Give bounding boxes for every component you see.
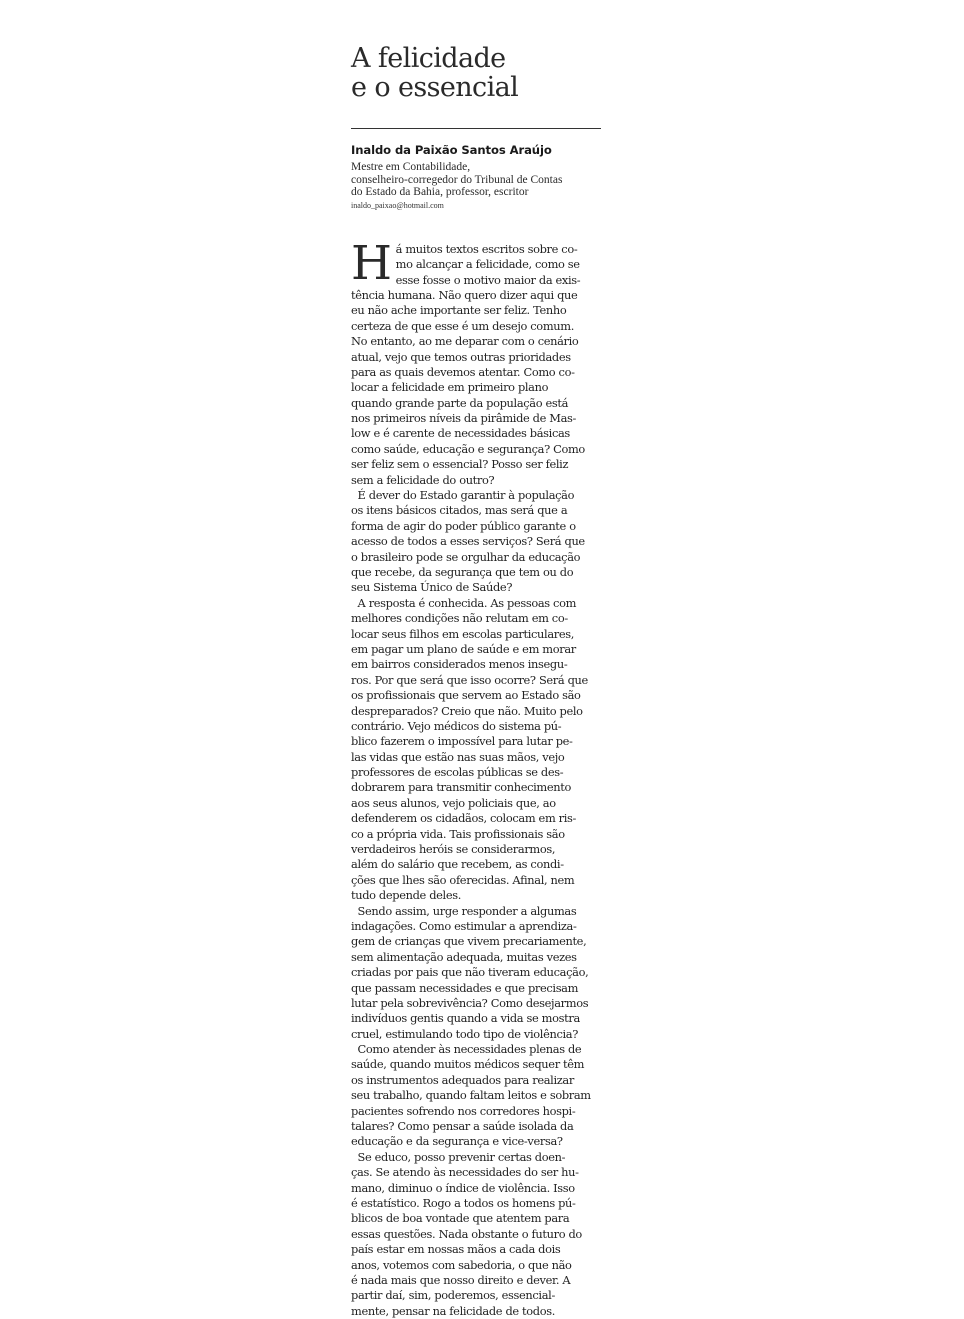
body-line: atual, vejo que temos outras prioridades bbox=[351, 349, 571, 364]
body-line: acesso de todos a esses serviços? Será que bbox=[351, 534, 585, 549]
body-line: Se educo, posso prevenir certas doen- bbox=[351, 1149, 566, 1164]
body-line: despreparados? Creio que não. Muito pelo bbox=[351, 703, 583, 718]
body-line: gem de crianças que vivem precariamente, bbox=[351, 934, 587, 949]
body-line: lutar pela sobrevivência? Como desejarmos bbox=[351, 995, 589, 1010]
body-line: á muitos textos escritos sobre co- bbox=[395, 241, 578, 256]
body-line: mo alcançar a felicidade, como se bbox=[395, 257, 580, 272]
body-line: aos seus alunos, vejo policiais que, ao bbox=[351, 795, 556, 810]
body-line: os itens básicos citados, mas será que a bbox=[351, 503, 568, 518]
body-line: É dever do Estado garantir à população bbox=[351, 488, 575, 503]
body-line: em pagar um plano de saúde e em morar bbox=[351, 641, 576, 656]
body-line: os profissionais que servem ao Estado são bbox=[351, 688, 581, 703]
body-line: seu Sistema Único de Saúde? bbox=[351, 580, 513, 595]
body-line: criadas por pais que não tiveram educação, bbox=[351, 965, 589, 980]
bio-line: do Estado da Bahia, professor, escritor bbox=[351, 186, 529, 199]
article-title bbox=[351, 44, 603, 102]
body-line: saúde, quando muitos médicos sequer têm bbox=[351, 1057, 585, 1072]
article bbox=[351, 44, 603, 1319]
body-line: blico fazerem o impossível para lutar pe- bbox=[351, 734, 573, 749]
body-line: talares? Como pensar a saúde isolada da bbox=[351, 1119, 574, 1134]
body-line: tência humana. Não quero dizer aqui que bbox=[351, 287, 578, 302]
body-line: para as quais devemos atentar. Como co- bbox=[351, 364, 575, 379]
body-line: além do salário que recebem, as condi- bbox=[351, 857, 564, 872]
body-line: ser feliz sem o essencial? Posso ser feliz bbox=[351, 457, 569, 472]
body-line: anos, votemos com sabedoria, o que não bbox=[351, 1257, 572, 1272]
body-line: partir daí, sim, poderemos, essencial- bbox=[351, 1288, 555, 1303]
body-line: A resposta é conhecida. As pessoas com bbox=[351, 595, 577, 610]
body-line: eu não ache importante ser feliz. Tenho bbox=[351, 303, 567, 318]
body-line: nos primeiros níveis da pirâmide de Mas- bbox=[351, 411, 577, 426]
body-line: é nada mais que nosso direito e dever. A bbox=[351, 1272, 571, 1287]
body-line: cruel, estimulando todo tipo de violência? bbox=[351, 1026, 578, 1041]
body-line: low e é carente de necessidades básicas bbox=[351, 426, 570, 441]
body-line: que recebe, da segurança que tem ou do bbox=[351, 564, 574, 579]
author-bio bbox=[351, 161, 603, 199]
body-line: dobrarem para transmitir conhecimento bbox=[351, 780, 571, 795]
body-line: blicos de boa vontade que atentem para bbox=[351, 1211, 570, 1226]
body-line: locar seus filhos em escolas particulares, bbox=[351, 626, 575, 641]
body-line: sem a felicidade do outro? bbox=[351, 472, 495, 487]
body-line: Como atender às necessidades plenas de bbox=[351, 1042, 582, 1057]
body-line: No entanto, ao me deparar com o cenário bbox=[351, 334, 579, 349]
body-line: ças. Se atendo às necessidades do ser hu- bbox=[351, 1165, 579, 1180]
author-email: inaldo_paixao@hotmail.com bbox=[351, 200, 444, 210]
body-line: que passam necessidades e que precisam bbox=[351, 980, 579, 995]
body-line: ros. Por que será que isso ocorre? Será que bbox=[351, 672, 588, 687]
bio-line: conselheiro-corregedor do Tribunal de Contas bbox=[351, 173, 563, 186]
body-line: é estatístico. Rogo a todos os homens pú- bbox=[351, 1196, 576, 1210]
body-line: seu trabalho, quando faltam leitos e sobram bbox=[351, 1088, 591, 1103]
body-line: locar a felicidade em primeiro plano bbox=[351, 380, 549, 395]
body-line: professores de escolas públicas se des- bbox=[351, 765, 564, 780]
title-line-1: A felicidade bbox=[351, 43, 506, 74]
body-line: melhores condições não relutam em co- bbox=[351, 611, 568, 626]
body-line: verdadeiros heróis se considerarmos, bbox=[351, 842, 556, 857]
title-line-2: e o essencial bbox=[351, 72, 519, 103]
body-line: sem alimentação adequada, muitas vezes bbox=[351, 949, 577, 964]
body-line: certeza de que esse é um desejo comum. bbox=[351, 318, 574, 333]
body-line: ções que lhes são oferecidas. Afinal, nem bbox=[351, 872, 575, 887]
body-line: indivíduos gentis quando a vida se mostra bbox=[351, 1011, 580, 1026]
bio-line: Mestre em Contabilidade, bbox=[351, 161, 471, 173]
body-line: essas questões. Nada obstante o futuro do bbox=[351, 1226, 582, 1241]
body-line: las vidas que estão nas suas mãos, vejo bbox=[351, 749, 565, 764]
body-line: país estar em nossas mãos a cada dois bbox=[351, 1242, 561, 1257]
body-line: defenderem os cidadãos, colocam em ris- bbox=[351, 811, 577, 826]
body-line: quando grande parte da população está bbox=[351, 395, 569, 410]
body-line: como saúde, educação e segurança? Como bbox=[351, 441, 585, 456]
drop-cap: H bbox=[351, 235, 392, 291]
body-line: contrário. Vejo médicos do sistema pú- bbox=[351, 718, 562, 733]
body-line: educação e da segurança e vice-versa? bbox=[351, 1134, 563, 1149]
author-name: Inaldo da Paixão Santos Araújo bbox=[351, 143, 552, 157]
body-line: forma de agir do poder público garante o bbox=[351, 518, 576, 533]
body-line: o brasileiro pode se orgulhar da educação bbox=[351, 549, 581, 564]
body-line: esse fosse o motivo maior da exis- bbox=[395, 272, 581, 287]
body-line: tudo depende deles. bbox=[351, 888, 461, 903]
body-line: mano, diminuo o índice de violência. Isso bbox=[351, 1180, 575, 1195]
body-line: pacientes sofrendo nos corredores hospi- bbox=[351, 1103, 576, 1118]
body-line: em bairros considerados menos insegu- bbox=[351, 657, 568, 672]
body-line: os instrumentos adequados para realizar bbox=[351, 1072, 574, 1087]
body-line: co a própria vida. Tais profissionais são bbox=[351, 826, 565, 841]
title-divider bbox=[351, 128, 601, 129]
body-line: Sendo assim, urge responder a algumas bbox=[351, 903, 577, 918]
body-line: mente, pensar na felicidade de todos. bbox=[351, 1303, 556, 1318]
article-body bbox=[351, 235, 603, 1319]
body-line: indagações. Como estimular a aprendiza- bbox=[351, 918, 577, 933]
